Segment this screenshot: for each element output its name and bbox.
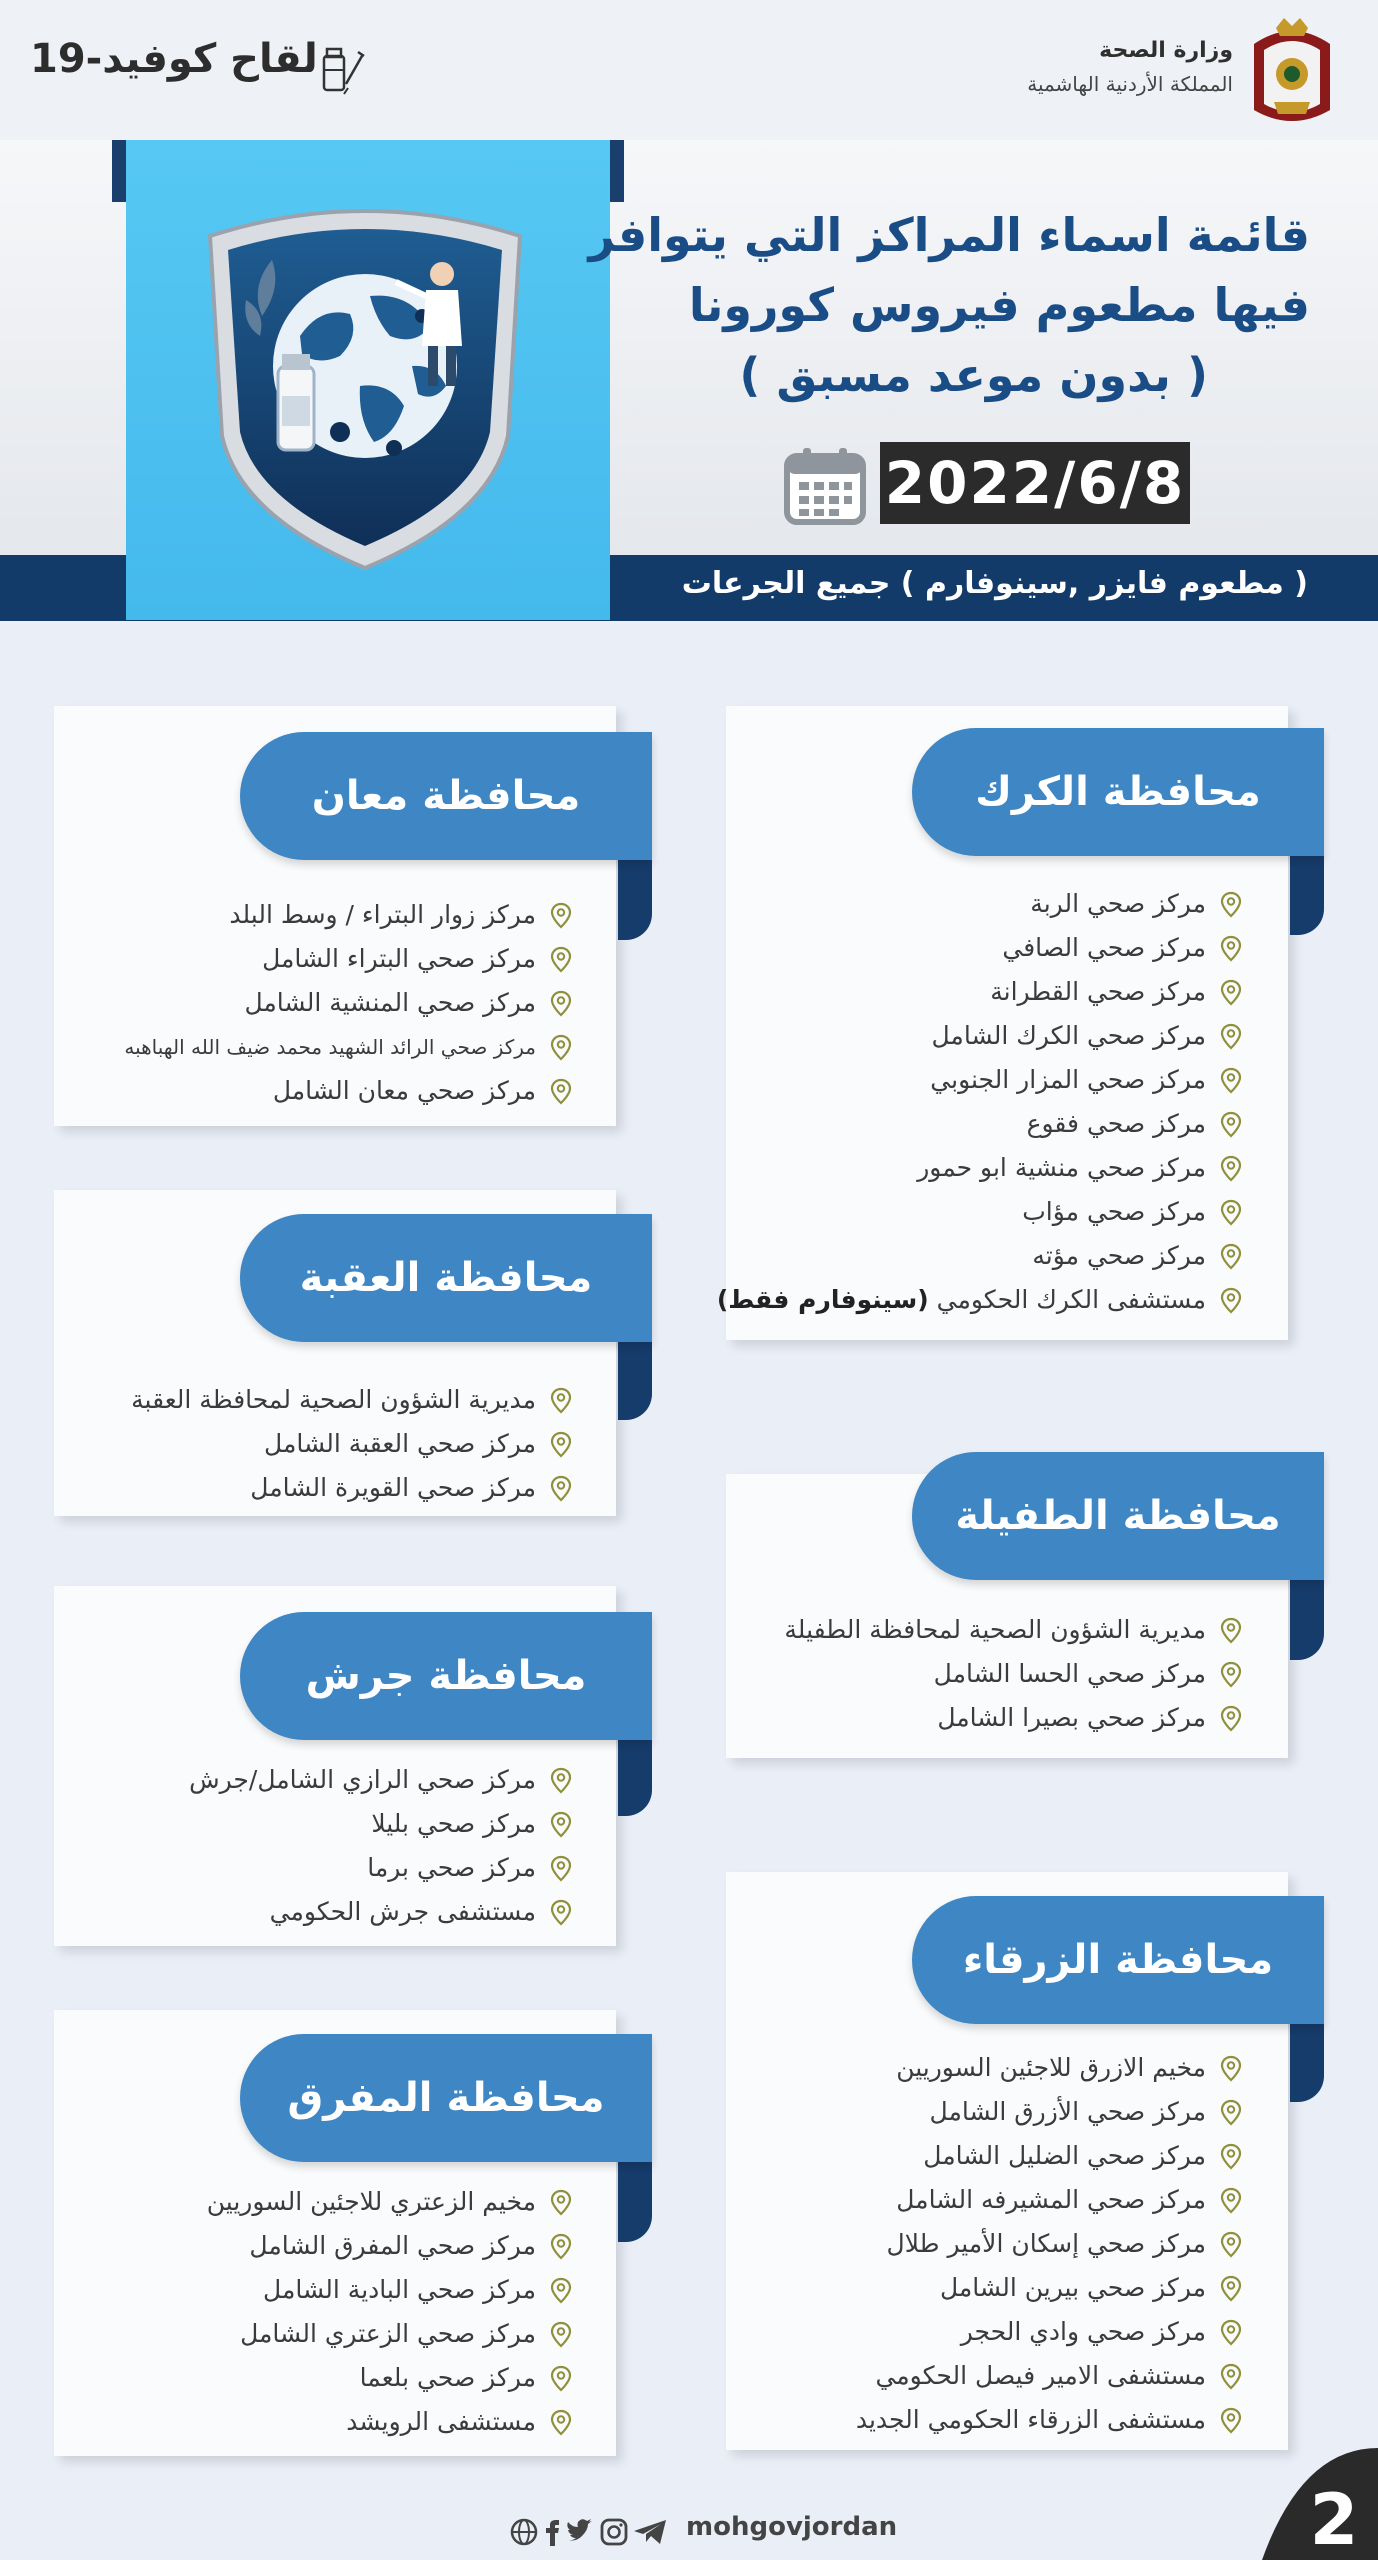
- card-tafila-list: [642, 1608, 1242, 1740]
- location-pin-icon: [550, 1078, 572, 1106]
- location-pin-icon: [550, 2321, 572, 2349]
- date-badge: 2022/6/8: [880, 442, 1190, 524]
- location-pin-icon: [550, 2233, 572, 2261]
- list-item: مركز صحي المنشية الشامل: [12, 981, 572, 1025]
- location-pin-icon: [1220, 891, 1242, 919]
- list-item: مركز صحي القويرة الشامل: [12, 1466, 572, 1510]
- emblem-icon: [1244, 14, 1340, 132]
- card-maan-title: محافظة معان: [240, 732, 652, 860]
- card-zarqa-title: محافظة الزرقاء: [912, 1896, 1324, 2024]
- card-jerash-title: محافظة جرش: [240, 1612, 652, 1740]
- location-pin-icon: [1220, 2143, 1242, 2171]
- facebook-icon: [546, 2520, 559, 2546]
- card-karak-tab: [1290, 855, 1324, 935]
- list-item: مركز صحي بليلا: [12, 1802, 572, 1846]
- location-pin-icon: [1220, 2275, 1242, 2303]
- list-item: مديرية الشؤون الصحية لمحافظة الطفيلة: [642, 1608, 1242, 1652]
- card-aqaba-title: محافظة العقبة: [240, 1214, 652, 1342]
- list-item: مركز صحي الحسا الشامل: [642, 1652, 1242, 1696]
- shield-globe-illustration: [190, 196, 540, 574]
- list-item: مركز صحي المشيرفه الشامل: [642, 2178, 1242, 2222]
- location-pin-icon: [1220, 979, 1242, 1007]
- list-item: مركز صحي الزعتري الشامل: [12, 2312, 572, 2356]
- list-item: مخيم الازرق للاجئين السوريين: [642, 2046, 1242, 2090]
- card-aqaba-list: [12, 1378, 572, 1510]
- calendar-icon: [783, 446, 867, 526]
- location-pin-icon: [1220, 1023, 1242, 1051]
- card-maan-list: [12, 893, 572, 1113]
- list-item: مركز صحي بلعما: [12, 2356, 572, 2400]
- card-tafila-title: محافظة الطفيلة: [912, 1452, 1324, 1580]
- location-pin-icon: [550, 902, 572, 930]
- card-karak-list: [642, 882, 1242, 1322]
- instagram-icon: [602, 2520, 626, 2544]
- list-item: مركز صحي الرائد الشهيد محمد ضيف الله الهباهبه: [12, 1025, 572, 1069]
- location-pin-icon: [1220, 2407, 1242, 2435]
- location-pin-icon: [1220, 2231, 1242, 2259]
- location-pin-icon: [1220, 1067, 1242, 1095]
- ministry-name: وزارة الصحة: [1099, 38, 1233, 63]
- location-pin-icon: [1220, 935, 1242, 963]
- list-item: مركز صحي برما: [12, 1846, 572, 1890]
- card-zarqa-list: [642, 2046, 1242, 2442]
- location-pin-icon: [550, 1899, 572, 1927]
- sinopharm-only-note: (سينوفارم فقط): [716, 1285, 929, 1314]
- location-pin-icon: [550, 1034, 572, 1062]
- twitter-icon: [567, 2519, 592, 2541]
- list-item: مستشفى الزرقاء الحكومي الجديد: [642, 2398, 1242, 2442]
- campaign-title: لقاح كوفيد-19: [30, 36, 318, 82]
- location-pin-icon: [550, 2365, 572, 2393]
- card-zarqa-tab: [1290, 2022, 1324, 2102]
- list-item: مركز صحي المزار الجنوبي: [642, 1058, 1242, 1102]
- location-pin-icon: [1220, 2363, 1242, 2391]
- list-item: مركز صحي المفرق الشامل: [12, 2224, 572, 2268]
- card-jerash-list: [12, 1758, 572, 1934]
- location-pin-icon: [550, 990, 572, 1018]
- telegram-icon: [634, 2520, 666, 2544]
- list-item: مركز صحي القطرانة: [642, 970, 1242, 1014]
- list-item: مركز صحي بيرين الشامل: [642, 2266, 1242, 2310]
- list-item: مركز صحي معان الشامل: [12, 1069, 572, 1113]
- card-mafraq-list: [12, 2180, 572, 2444]
- location-pin-icon: [550, 1431, 572, 1459]
- list-item: مركز صحي وادي الحجر: [642, 2310, 1242, 2354]
- location-pin-icon: [1220, 1705, 1242, 1733]
- title-line-1: قائمة اسماء المراكز التي يتوافر: [588, 208, 1310, 262]
- location-pin-icon: [1220, 1155, 1242, 1183]
- ribbon-fold-right: [608, 140, 624, 202]
- location-pin-icon: [1220, 2187, 1242, 2215]
- location-pin-icon: [1220, 1199, 1242, 1227]
- list-item: مركز صحي إسكان الأمير طلال: [642, 2222, 1242, 2266]
- list-item: مستشفى الرويشد: [12, 2400, 572, 2444]
- list-item: مركز صحي منشية ابو حمور: [642, 1146, 1242, 1190]
- list-item: مركز صحي البادية الشامل: [12, 2268, 572, 2312]
- list-item: مستشفى جرش الحكومي: [12, 1890, 572, 1934]
- list-item: مركز صحي بصيرا الشامل: [642, 1696, 1242, 1740]
- list-item: مركز صحي الرازي الشامل/جرش: [12, 1758, 572, 1802]
- list-item: مركز صحي البتراء الشامل: [12, 937, 572, 981]
- social-handle: mohgovjordan: [686, 2512, 898, 2542]
- list-item: مركز صحي الأزرق الشامل: [642, 2090, 1242, 2134]
- list-item: مركز صحي الكرك الشامل: [642, 1014, 1242, 1058]
- location-pin-icon: [550, 1475, 572, 1503]
- vial-icon: [318, 44, 366, 98]
- location-pin-icon: [550, 1767, 572, 1795]
- location-pin-icon: [550, 1811, 572, 1839]
- title-line-3: ( بدون موعد مسبق ): [739, 348, 1208, 402]
- list-item: مركز صحي الصافي: [642, 926, 1242, 970]
- card-mafraq-tab: [618, 2162, 652, 2242]
- list-item: مخيم الزعتري للاجئين السوريين: [12, 2180, 572, 2224]
- ministry-subtitle: المملكة الأردنية الهاشمية: [1027, 72, 1233, 96]
- location-pin-icon: [550, 1387, 572, 1415]
- list-item: مركز صحي فقوع: [642, 1102, 1242, 1146]
- location-pin-icon: [550, 2189, 572, 2217]
- location-pin-icon: [1220, 1661, 1242, 1689]
- location-pin-icon: [550, 946, 572, 974]
- location-pin-icon: [1220, 2055, 1242, 2083]
- globe-icon: [512, 2520, 536, 2544]
- location-pin-icon: [1220, 2099, 1242, 2127]
- card-tafila-tab: [1290, 1580, 1324, 1660]
- list-item: مستشفى الكرك الحكومي (سينوفارم فقط): [642, 1278, 1242, 1322]
- list-item: مركز صحي مؤاب: [642, 1190, 1242, 1234]
- location-pin-icon: [550, 1855, 572, 1883]
- list-item: مستشفى الامير فيصل الحكومي: [642, 2354, 1242, 2398]
- list-item: مديرية الشؤون الصحية لمحافظة العقبة: [12, 1378, 572, 1422]
- card-mafraq-title: محافظة المفرق: [240, 2034, 652, 2162]
- location-pin-icon: [1220, 1287, 1242, 1315]
- location-pin-icon: [550, 2277, 572, 2305]
- card-jerash-tab: [618, 1736, 652, 1816]
- page-number-corner: [1262, 2448, 1378, 2560]
- social-icons: [510, 2516, 680, 2548]
- location-pin-icon: [550, 2409, 572, 2437]
- location-pin-icon: [1220, 1111, 1242, 1139]
- list-item: مركز صحي الضليل الشامل: [642, 2134, 1242, 2178]
- card-karak-title: محافظة الكرك: [912, 728, 1324, 856]
- page-number: 2: [1309, 2479, 1359, 2560]
- list-item: مركز صحي الربة: [642, 882, 1242, 926]
- card-aqaba-tab: [618, 1340, 652, 1420]
- title-line-2: فيها مطعوم فيروس كورونا: [688, 278, 1310, 332]
- location-pin-icon: [1220, 1617, 1242, 1645]
- location-pin-icon: [1220, 1243, 1242, 1271]
- list-item: مركز صحي العقبة الشامل: [12, 1422, 572, 1466]
- list-item: مركز صحي مؤته: [642, 1234, 1242, 1278]
- list-item: مركز زوار البتراء / وسط البلد: [12, 893, 572, 937]
- vaccines-note: ( مطعوم فايزر ,سينوفارم ) جميع الجرعات: [681, 566, 1308, 601]
- card-maan-tab: [618, 860, 652, 940]
- location-pin-icon: [1220, 2319, 1242, 2347]
